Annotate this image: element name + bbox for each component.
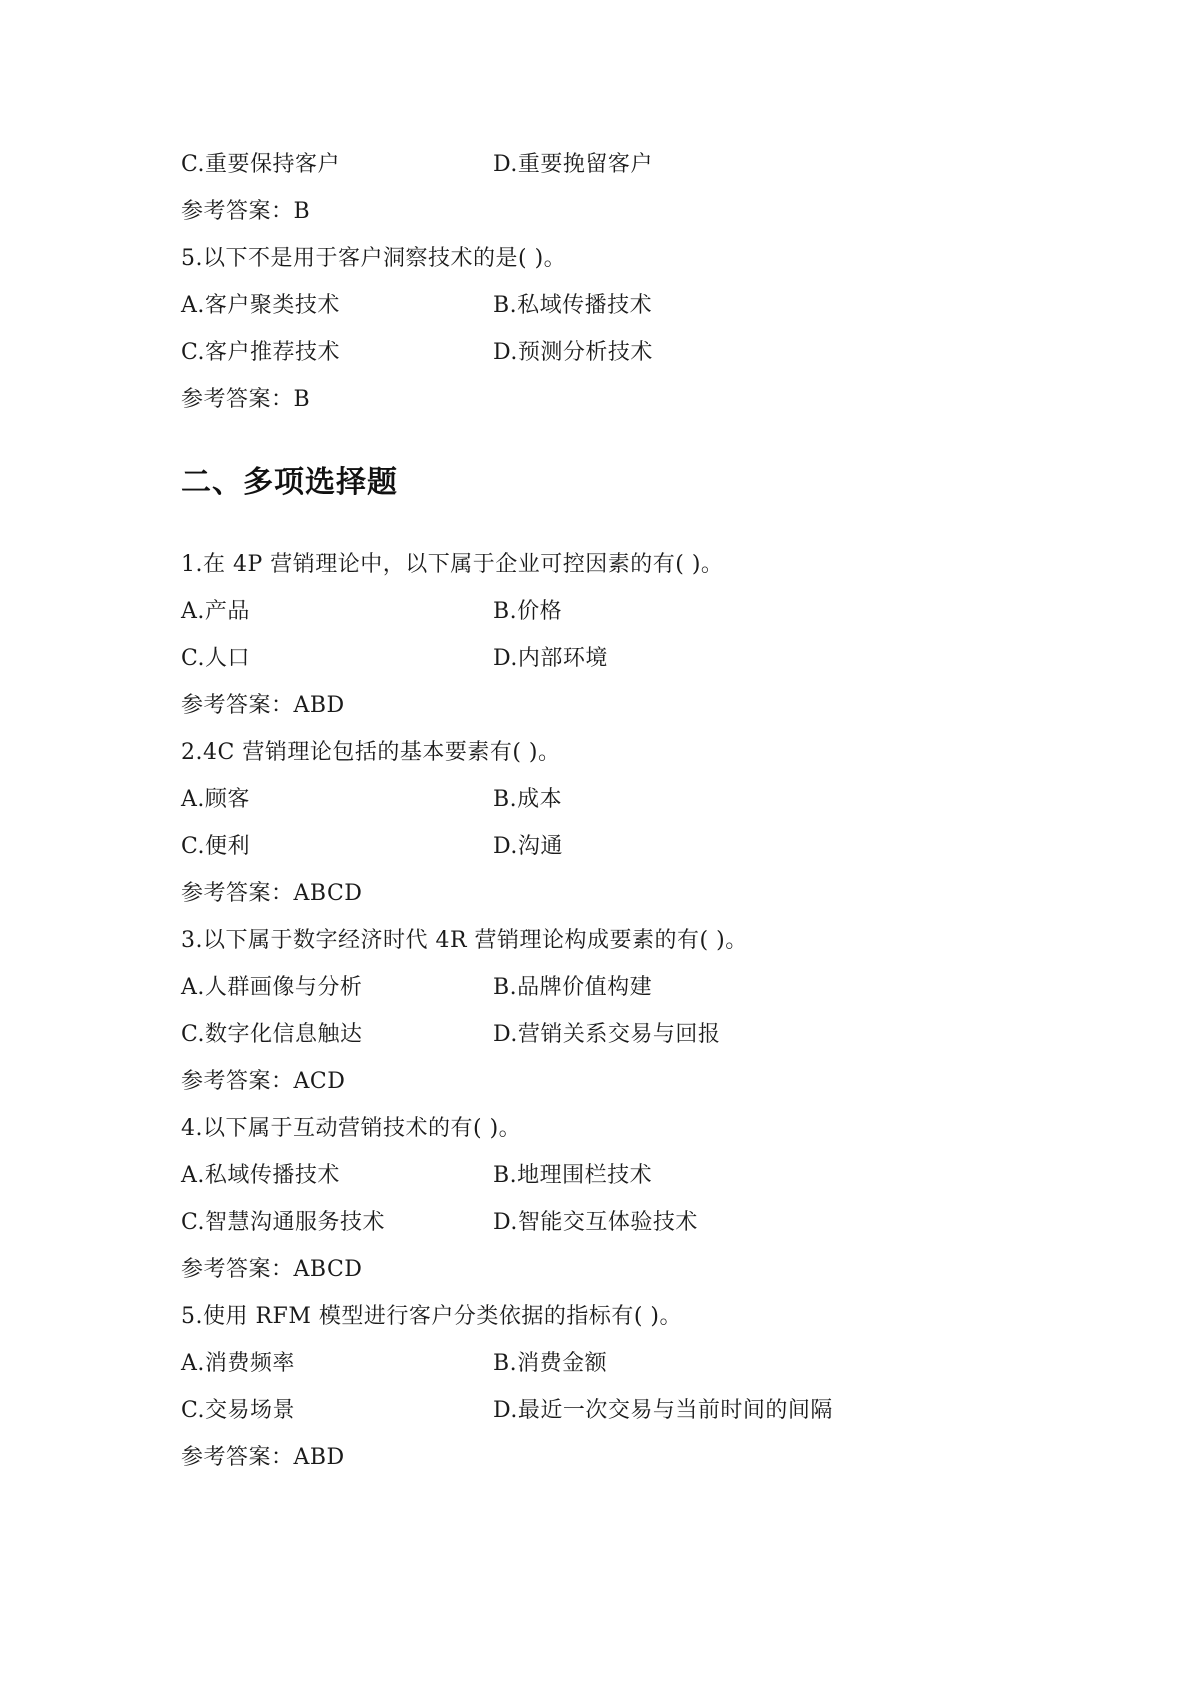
answer-line: 参考答案：ABD	[181, 693, 345, 718]
answer-line: 参考答案：ABCD	[181, 881, 363, 906]
option-c: C.交易场景	[181, 1398, 296, 1423]
option-a: A.顾客	[181, 787, 250, 812]
option-d: D.最近一次交易与当前时间的间隔	[493, 1398, 833, 1423]
answer-line: 参考答案：ABCD	[181, 1257, 363, 1282]
option-d: D.内部环境	[493, 646, 608, 671]
option-a: A.客户聚类技术	[181, 293, 340, 318]
option-a: A.私域传播技术	[181, 1163, 340, 1188]
option-c: C.重要保持客户	[181, 152, 341, 177]
option-c: C.智慧沟通服务技术	[181, 1210, 386, 1235]
option-b: B.地理围栏技术	[493, 1163, 653, 1188]
option-b: B.品牌价值构建	[493, 975, 653, 1000]
option-c: C.人口	[181, 646, 251, 671]
question-stem: 5.使用 RFM 模型进行客户分类依据的指标有( )。	[181, 1304, 682, 1329]
option-d: D.营销关系交易与回报	[493, 1022, 721, 1047]
option-d: D.重要挽留客户	[493, 152, 653, 177]
answer-line: 参考答案：B	[181, 199, 311, 224]
section-heading: 二、多项选择题	[181, 465, 398, 500]
option-c: C.客户推荐技术	[181, 340, 341, 365]
option-d: D.预测分析技术	[493, 340, 653, 365]
option-a: A.人群画像与分析	[181, 975, 363, 1000]
option-a: A.产品	[181, 599, 250, 624]
question-stem: 1.在 4P 营销理论中，以下属于企业可控因素的有( )。	[181, 552, 724, 577]
question-stem: 5.以下不是用于客户洞察技术的是( )。	[181, 246, 567, 271]
option-b: B.私域传播技术	[493, 293, 653, 318]
option-c: C.数字化信息触达	[181, 1022, 363, 1047]
question-stem: 3.以下属于数字经济时代 4R 营销理论构成要素的有( )。	[181, 928, 748, 953]
option-a: A.消费频率	[181, 1351, 295, 1376]
option-d: D.沟通	[493, 834, 563, 859]
question-stem: 2.4C 营销理论包括的基本要素有( )。	[181, 740, 561, 765]
option-c: C.便利	[181, 834, 251, 859]
answer-line: 参考答案：ACD	[181, 1069, 346, 1094]
option-d: D.智能交互体验技术	[493, 1210, 698, 1235]
option-b: B.消费金额	[493, 1351, 608, 1376]
answer-line: 参考答案：ABD	[181, 1445, 345, 1470]
answer-line: 参考答案：B	[181, 387, 311, 412]
option-b: B.价格	[493, 599, 563, 624]
option-b: B.成本	[493, 787, 563, 812]
question-stem: 4.以下属于互动营销技术的有( )。	[181, 1116, 522, 1141]
